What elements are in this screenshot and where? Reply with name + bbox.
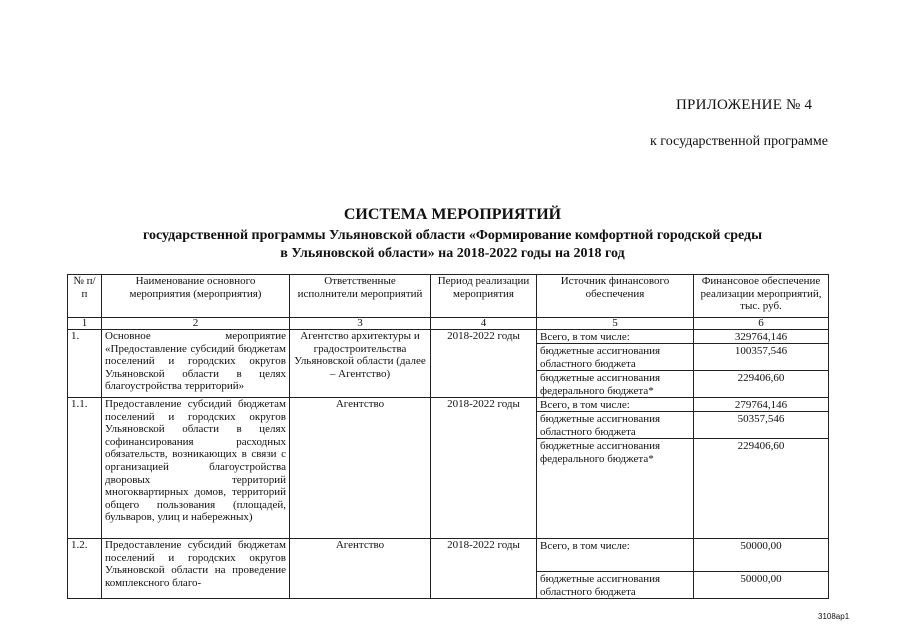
finance-total: 50000,00 bbox=[740, 540, 782, 552]
measure-name: Предоставление субсидий бюджетам поселений и городских округов Ульяновской области на проведение комплексного благо- bbox=[102, 539, 290, 599]
measure-period: 2018-2022 годы bbox=[431, 398, 537, 539]
column-index-row bbox=[68, 318, 829, 330]
table-row bbox=[68, 398, 829, 539]
header-period: Период реализации мероприятия bbox=[431, 275, 537, 318]
finance-regional: 100357,546 bbox=[694, 343, 828, 370]
source-cell bbox=[537, 398, 694, 539]
finance-cell bbox=[694, 398, 829, 539]
source-regional: бюджетные ассигнования областного бюджета bbox=[537, 571, 693, 598]
measure-executor: Агентство bbox=[290, 398, 431, 539]
measure-name: Предоставление субсидий бюджетам поселений и городских округов Ульяновской области в целях софинансирования расходных обязательств, возникающих в связи с организацией благоустройства дворовых территорий многоквартирных домов, территорий общего пользования (площадей, бульваров, улиц и набережных) bbox=[102, 398, 290, 539]
finance-total: 279764,146 bbox=[734, 399, 788, 411]
document-subtitle-line2: в Ульяновской области» на 2018-2022 годы на 2018 год bbox=[280, 246, 625, 261]
appendix-label: ПРИЛОЖЕНИЕ № 4 bbox=[676, 97, 813, 113]
measure-executor: Агентство архитектуры и градостроительства Ульяновской области (далее – Агентство) bbox=[290, 330, 431, 398]
finance-total: 329764,146 bbox=[734, 331, 788, 343]
source-total: Всего, в том числе: bbox=[540, 331, 630, 343]
row-number: 1.1. bbox=[68, 398, 102, 539]
document-code: 3108ap1 bbox=[818, 612, 850, 621]
source-cell bbox=[537, 330, 694, 398]
document-subtitle-line1: государственной программы Ульяновской области «Формирование комфортной городской среды bbox=[142, 228, 763, 243]
table-row bbox=[68, 539, 829, 599]
table-row bbox=[68, 330, 829, 398]
table-header-row bbox=[68, 275, 829, 318]
measures-table bbox=[67, 274, 829, 599]
source-regional: бюджетные ассигнования областного бюджета bbox=[537, 411, 693, 438]
measure-period: 2018-2022 годы bbox=[431, 539, 537, 599]
document-title: СИСТЕМА МЕРОПРИЯТИЙ bbox=[343, 206, 562, 223]
program-reference: к государственной программе bbox=[650, 134, 828, 149]
column-index: 2 bbox=[102, 318, 290, 330]
measure-executor: Агентство bbox=[290, 539, 431, 599]
column-index: 6 bbox=[694, 318, 829, 330]
source-regional: бюджетные ассигнования областного бюджета bbox=[537, 343, 693, 370]
column-index: 5 bbox=[537, 318, 694, 330]
finance-cell bbox=[694, 330, 829, 398]
source-federal: бюджетные ассигнования федерального бюджета* bbox=[537, 438, 693, 465]
header-finance: Финансовое обеспечение реализации мероприятий, тыс. руб. bbox=[694, 275, 829, 318]
row-number: 1. bbox=[68, 330, 102, 398]
row-number: 1.2. bbox=[68, 539, 102, 599]
header-executors: Ответственные исполнители мероприятий bbox=[290, 275, 431, 318]
source-federal: бюджетные ассигнования федерального бюджета* bbox=[537, 370, 693, 397]
header-name: Наименование основного мероприятия (мероприятия) bbox=[102, 275, 290, 318]
column-index: 1 bbox=[68, 318, 102, 330]
measure-name: Основное мероприятие «Предоставление субсидий бюджетам поселений и городских округов Ульяновской области в целях благоустройства территорий» bbox=[102, 330, 290, 398]
source-total: Всего, в том числе: bbox=[540, 540, 630, 552]
finance-regional: 50000,00 bbox=[694, 571, 828, 598]
header-source: Источник финансового обеспечения bbox=[537, 275, 694, 318]
column-index: 3 bbox=[290, 318, 431, 330]
finance-regional: 50357,546 bbox=[694, 411, 828, 438]
source-cell bbox=[537, 539, 694, 599]
header-num: № п/п bbox=[68, 275, 102, 318]
column-index: 4 bbox=[431, 318, 537, 330]
source-total: Всего, в том числе: bbox=[540, 399, 630, 411]
finance-cell bbox=[694, 539, 829, 599]
finance-federal: 229406,60 bbox=[694, 370, 828, 397]
finance-federal: 229406,60 bbox=[694, 438, 828, 465]
measure-period: 2018-2022 годы bbox=[431, 330, 537, 398]
